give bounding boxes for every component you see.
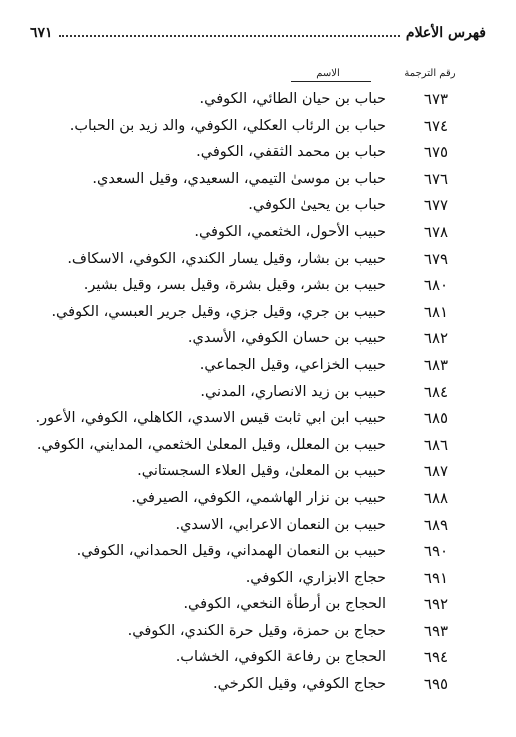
list-item — [30, 485, 486, 512]
entry-number: ٦٧٦ — [423, 169, 449, 188]
list-item — [30, 618, 486, 645]
entry-number: ٦٧٤ — [423, 116, 449, 135]
list-item — [30, 86, 486, 113]
list-item — [30, 432, 486, 459]
entry-name: حجاج الابزاري، الكوفي. — [245, 569, 386, 586]
entry-number: ٦٩١ — [423, 568, 449, 587]
list-item — [30, 352, 486, 379]
entry-name: حباب بن يحيىٰ الكوفي. — [248, 197, 386, 214]
list-item — [30, 405, 486, 432]
entry-name: حبيب بن زيد الانصاري، المدني. — [200, 383, 386, 400]
entry-number: ٦٨٠ — [423, 276, 449, 295]
list-item — [30, 113, 486, 140]
list-item — [30, 272, 486, 299]
entry-name: حباب بن الرئاب العكلي، الكوفي، والد زيد بن الحباب. — [69, 117, 386, 134]
list-item — [30, 538, 486, 565]
list-item — [30, 591, 486, 618]
list-item — [30, 644, 486, 671]
list-item — [30, 325, 486, 352]
dot-leader — [59, 35, 400, 37]
entry-name: الحجاج بن رفاعة الكوفي، الخشاب. — [175, 649, 386, 666]
entry-name: حبيب بن نزار الهاشمي، الكوفي، الصيرفي. — [131, 489, 386, 506]
entry-number: ٦٩٥ — [423, 675, 449, 694]
entry-name: حبيب بن بشار، وقيل يسار الكندي، الكوفي، الاسكاف. — [67, 250, 386, 267]
entry-name: حجاج الكوفي، وقيل الكرخي. — [213, 676, 386, 693]
entry-number: ٦٨٦ — [423, 435, 449, 454]
list-item — [30, 246, 486, 273]
entry-name: حبيب بن النعمان الاعرابي، الاسدي. — [175, 516, 386, 533]
entry-name: حباب بن موسىٰ التيمي، السعيدي، وقيل السعدي. — [92, 170, 386, 187]
entry-number: ٦٧٥ — [423, 143, 449, 162]
page-header — [30, 22, 486, 44]
column-headers — [30, 68, 486, 84]
entry-name: حبيب بن المعلل، وقيل المعلىٰ الخثعمي، المدايني، الكوفي. — [36, 436, 386, 453]
entry-number: ٦٨٧ — [423, 462, 449, 481]
entry-number: ٦٧٩ — [423, 249, 449, 268]
entry-name: حبيب بن المعلىٰ، وقيل العلاء السجستاني. — [137, 463, 386, 480]
entry-number: ٦٩٤ — [423, 648, 449, 667]
entry-number: ٦٨٤ — [423, 382, 449, 401]
entry-name: الحجاج بن أرطأة النخعي، الكوفي. — [183, 596, 386, 613]
entry-name: حباب بن حيان الطائي، الكوفي. — [199, 91, 386, 107]
entry-number: ٦٩٠ — [423, 542, 449, 561]
entry-name: حبيب بن حسان الكوفي، الأسدي. — [187, 330, 386, 347]
column-header-number: رقم الترجمة — [404, 68, 456, 79]
entry-number: ٦٧٧ — [423, 196, 449, 215]
entry-list — [30, 86, 486, 698]
entry-name: حبيب بن بشر، وقيل بشرة، وقيل بسر، وقيل بشير. — [83, 277, 386, 294]
entry-name: حبيب ابن ابي ثابت قيس الاسدي، الكاهلي، الكوفي، الأعور. — [35, 410, 386, 427]
list-item — [30, 139, 486, 166]
list-item — [30, 379, 486, 406]
list-item — [30, 299, 486, 326]
entry-number: ٦٨٨ — [423, 488, 449, 507]
entry-name: حبيب الخزاعي، وقيل الجماعي. — [199, 356, 386, 373]
list-item — [30, 166, 486, 193]
entry-number: ٦٨٢ — [423, 329, 449, 348]
entry-number: ٦٩٣ — [423, 621, 449, 640]
list-item — [30, 458, 486, 485]
page-title: فهرس الأعلام — [405, 25, 486, 41]
list-item — [30, 565, 486, 592]
entry-name: حبيب بن النعمان الهمداني، وقيل الحمداني، الكوفي. — [76, 543, 386, 560]
entry-number: ٦٨٣ — [423, 355, 449, 374]
entry-number: ٦٧٣ — [423, 90, 449, 108]
entry-number: ٦٨١ — [423, 302, 449, 321]
list-item — [30, 512, 486, 539]
list-item — [30, 192, 486, 219]
entry-name: حباب بن محمد الثقفي، الكوفي. — [196, 144, 386, 161]
entry-name: حبيب الأحول، الخثعمي، الكوفي. — [194, 223, 386, 240]
entry-number: ٦٨٥ — [423, 409, 449, 428]
entry-number: ٦٩٢ — [423, 595, 449, 614]
column-header-name: الاسم — [316, 68, 340, 79]
list-item — [30, 671, 486, 698]
column-header-underline — [291, 81, 371, 82]
entry-name: حجاج بن حمزة، وقيل حرة الكندي، الكوفي. — [127, 622, 386, 639]
entry-number: ٦٨٩ — [423, 515, 449, 534]
entry-number: ٦٧٨ — [423, 222, 449, 241]
page-number: ٦٧١ — [30, 25, 53, 41]
entry-name: حبيب بن جري، وقيل جزي، وقيل جرير العبسي، الكوفي. — [51, 303, 386, 320]
list-item — [30, 219, 486, 246]
